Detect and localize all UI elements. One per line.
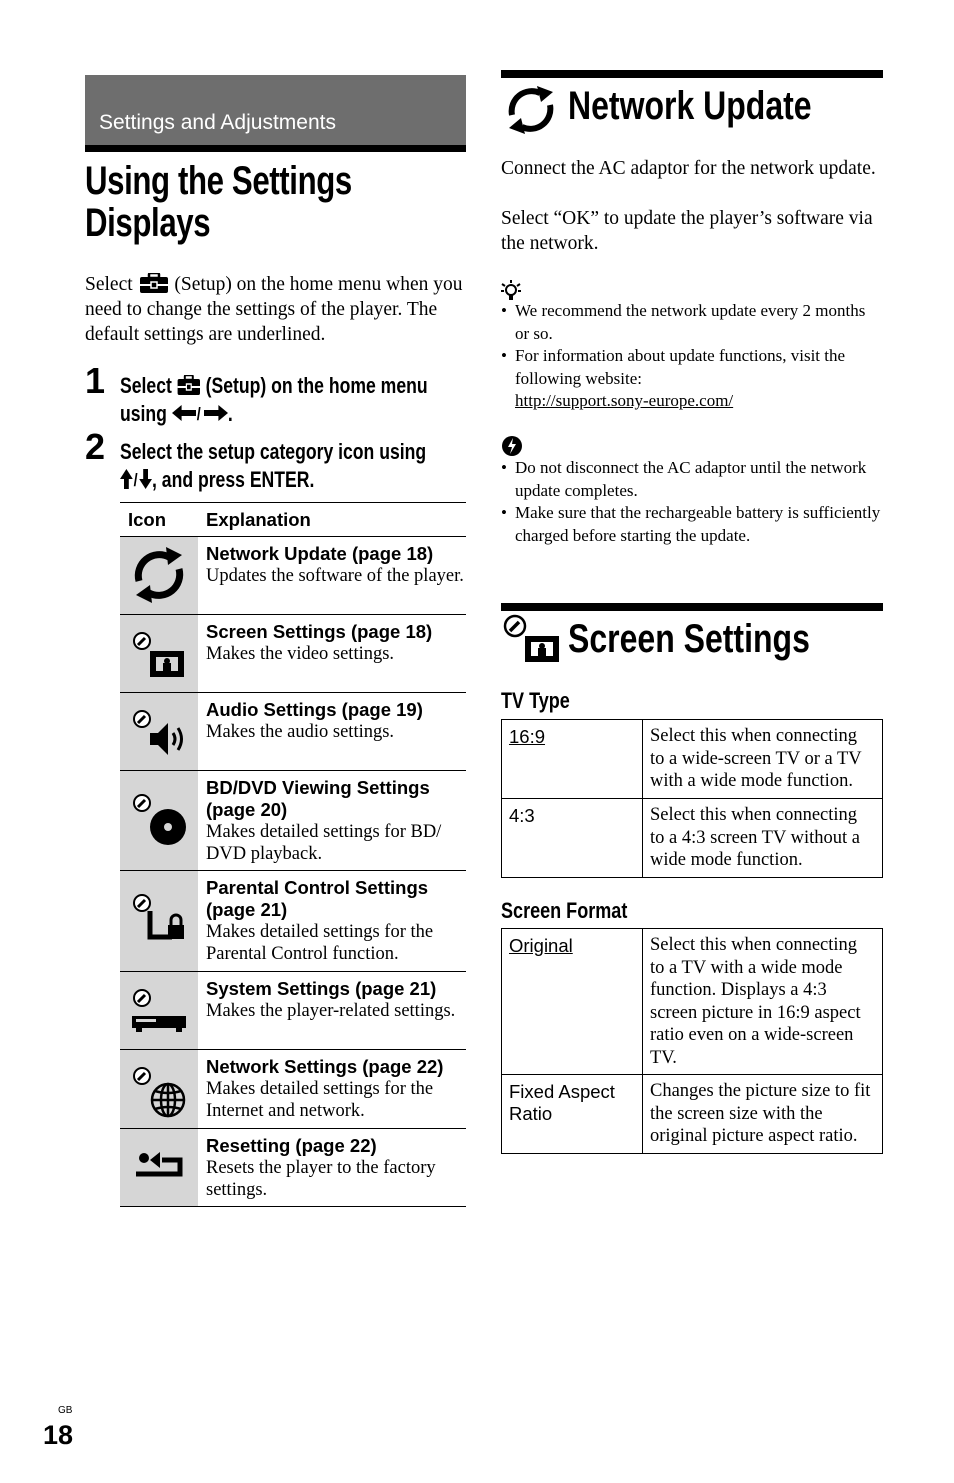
network-update-para: Connect the AC adaptor for the network update. bbox=[501, 158, 876, 179]
column-header-icon: Icon bbox=[120, 503, 198, 537]
row-title: System Settings (page 21) bbox=[206, 978, 437, 999]
row-description: Updates the software of the player. bbox=[206, 566, 464, 586]
table-row bbox=[120, 615, 466, 693]
parental-control-icon bbox=[120, 871, 198, 972]
table-row bbox=[120, 972, 466, 1050]
option-key bbox=[502, 720, 643, 799]
option-key-label: 16:9 bbox=[509, 726, 546, 747]
section-rule bbox=[501, 70, 883, 78]
table-row bbox=[120, 537, 466, 615]
section-rule bbox=[85, 145, 466, 152]
notes-list bbox=[501, 457, 883, 547]
screen-settings-icon bbox=[503, 614, 561, 664]
network-update-para: Select “OK” to update the player’s software via the network. bbox=[501, 208, 873, 254]
row-title: Network Update (page 18) bbox=[206, 543, 434, 564]
intro-text-after: (Setup) on the home menu when you need to change the settings of the player. The default settings are underlined. bbox=[85, 274, 463, 345]
section-heading bbox=[568, 615, 870, 662]
step-1-text-a: Select bbox=[120, 373, 172, 398]
page-title-line1: Using the Settings bbox=[85, 159, 352, 203]
row-explanation bbox=[198, 771, 466, 871]
section-label: Settings and Adjustments bbox=[99, 111, 336, 134]
audio-settings-icon bbox=[120, 693, 198, 771]
intro-text-before: Select bbox=[85, 274, 133, 295]
table-row bbox=[120, 1129, 466, 1207]
lightbulb-icon bbox=[501, 280, 521, 302]
row-description: Makes detailed settings for BD/ DVD playback. bbox=[206, 822, 442, 864]
subsection-heading bbox=[501, 898, 655, 924]
table-row bbox=[502, 720, 883, 799]
row-description: Makes the video settings. bbox=[206, 644, 395, 664]
step-1-text: Select (Setup) on the home menu using / . bbox=[120, 373, 428, 426]
table-row bbox=[502, 1075, 883, 1154]
step-1-text-c: using bbox=[120, 401, 167, 426]
step-number: 1 bbox=[85, 360, 106, 401]
step-2-text-a: Select the setup category icon using bbox=[120, 439, 427, 464]
page-number: 18 bbox=[43, 1420, 74, 1450]
toolbox-icon bbox=[140, 273, 168, 293]
list-item: • We recommend the network update every 2 months or so. bbox=[501, 300, 883, 345]
column-header-explanation: Explanation bbox=[198, 503, 466, 537]
section-heading bbox=[568, 82, 873, 129]
row-explanation bbox=[198, 1129, 466, 1207]
option-value: Changes the picture size to fit the screen size with the original picture aspect ratio. bbox=[643, 1075, 883, 1154]
row-description: Makes the audio settings. bbox=[206, 722, 395, 742]
system-settings-icon bbox=[120, 972, 198, 1050]
table-row bbox=[502, 799, 883, 878]
row-title: Network Settings (page 22) bbox=[206, 1056, 444, 1077]
arrow-up-down-icon bbox=[120, 469, 152, 489]
list-item: • Make sure that the rechargeable battery is sufficiently charged before starting the update. bbox=[501, 502, 883, 547]
list-item: • Do not disconnect the AC adaptor until the network update completes. bbox=[501, 457, 883, 502]
arrow-left-right-icon bbox=[172, 404, 228, 422]
row-explanation bbox=[198, 1050, 466, 1129]
table-row bbox=[120, 871, 466, 972]
bd-dvd-settings-icon bbox=[120, 771, 198, 871]
tv-type-heading: TV Type bbox=[501, 688, 570, 713]
row-explanation bbox=[198, 537, 466, 615]
option-value: Select this when connecting to a wide-screen TV or a TV with a wide mode function. bbox=[643, 720, 883, 799]
option-key: 4:3 bbox=[502, 799, 643, 878]
step-1-text-b: (Setup) on the home menu bbox=[205, 373, 428, 398]
option-key bbox=[502, 929, 643, 1075]
network-settings-icon bbox=[120, 1050, 198, 1129]
support-url-link[interactable]: http://support.sony-europe.com/ bbox=[515, 391, 734, 410]
network-update-icon bbox=[501, 84, 561, 136]
option-value: Select this when connecting to a 4:3 screen TV without a wide mode function. bbox=[643, 799, 883, 878]
network-update-title: Network Update bbox=[568, 84, 812, 128]
row-title: Screen Settings (page 18) bbox=[206, 621, 433, 642]
toolbox-icon bbox=[177, 375, 201, 395]
tips-list bbox=[501, 300, 883, 413]
tip-text: For information about update functions, visit the following website: bbox=[515, 346, 846, 388]
step-2-text bbox=[120, 438, 503, 494]
svg-text:/: / bbox=[133, 470, 138, 489]
screen-settings-title: Screen Settings bbox=[568, 617, 810, 661]
screen-settings-icon bbox=[120, 615, 198, 693]
row-title: Audio Settings (page 19) bbox=[206, 699, 423, 720]
screen-format-table bbox=[501, 928, 883, 1154]
resetting-icon bbox=[120, 1129, 198, 1207]
list-item bbox=[501, 345, 883, 413]
option-key-label: Original bbox=[509, 935, 573, 956]
row-description: Makes detailed settings for the Internet and network. bbox=[206, 1079, 434, 1121]
row-explanation bbox=[198, 615, 466, 693]
row-description: Makes detailed settings for the Parental Control function. bbox=[206, 922, 434, 964]
row-explanation bbox=[198, 871, 466, 972]
row-description: Resets the player to the factory settings. bbox=[206, 1158, 436, 1200]
table-row bbox=[120, 1050, 466, 1129]
svg-text:/: / bbox=[196, 404, 201, 422]
page-title bbox=[85, 160, 427, 244]
region-code: GB bbox=[58, 1405, 73, 1416]
page-title-line2: Displays bbox=[85, 201, 211, 245]
section-rule bbox=[501, 603, 883, 611]
row-title: BD/DVD Viewing Settings (page 20) bbox=[206, 777, 430, 820]
settings-category-table bbox=[120, 502, 466, 1207]
row-description: Makes the player-related settings. bbox=[206, 1001, 456, 1021]
row-explanation bbox=[198, 972, 466, 1050]
caution-icon bbox=[501, 435, 523, 457]
tv-type-table bbox=[501, 719, 883, 878]
row-title: Parental Control Settings (page 21) bbox=[206, 877, 429, 920]
row-explanation bbox=[198, 693, 466, 771]
network-update-icon bbox=[120, 537, 198, 615]
subsection-heading bbox=[501, 688, 585, 714]
option-value: Select this when connecting to a TV with a wide mode function. Displays a 4:3 screen picture in 16:9 aspect ratio even on a wide-screen TV. bbox=[643, 929, 883, 1075]
table-header-row bbox=[120, 503, 466, 537]
option-key: Fixed Aspect Ratio bbox=[502, 1075, 643, 1154]
screen-format-heading: Screen Format bbox=[501, 898, 628, 923]
step-2-text-b: , and press ENTER. bbox=[152, 467, 315, 492]
table-row bbox=[502, 929, 883, 1075]
intro-paragraph bbox=[85, 272, 469, 347]
step-number: 2 bbox=[85, 426, 106, 467]
row-title: Resetting (page 22) bbox=[206, 1135, 377, 1156]
table-row bbox=[120, 771, 466, 871]
section-header-bar bbox=[85, 75, 466, 145]
table-row bbox=[120, 693, 466, 771]
